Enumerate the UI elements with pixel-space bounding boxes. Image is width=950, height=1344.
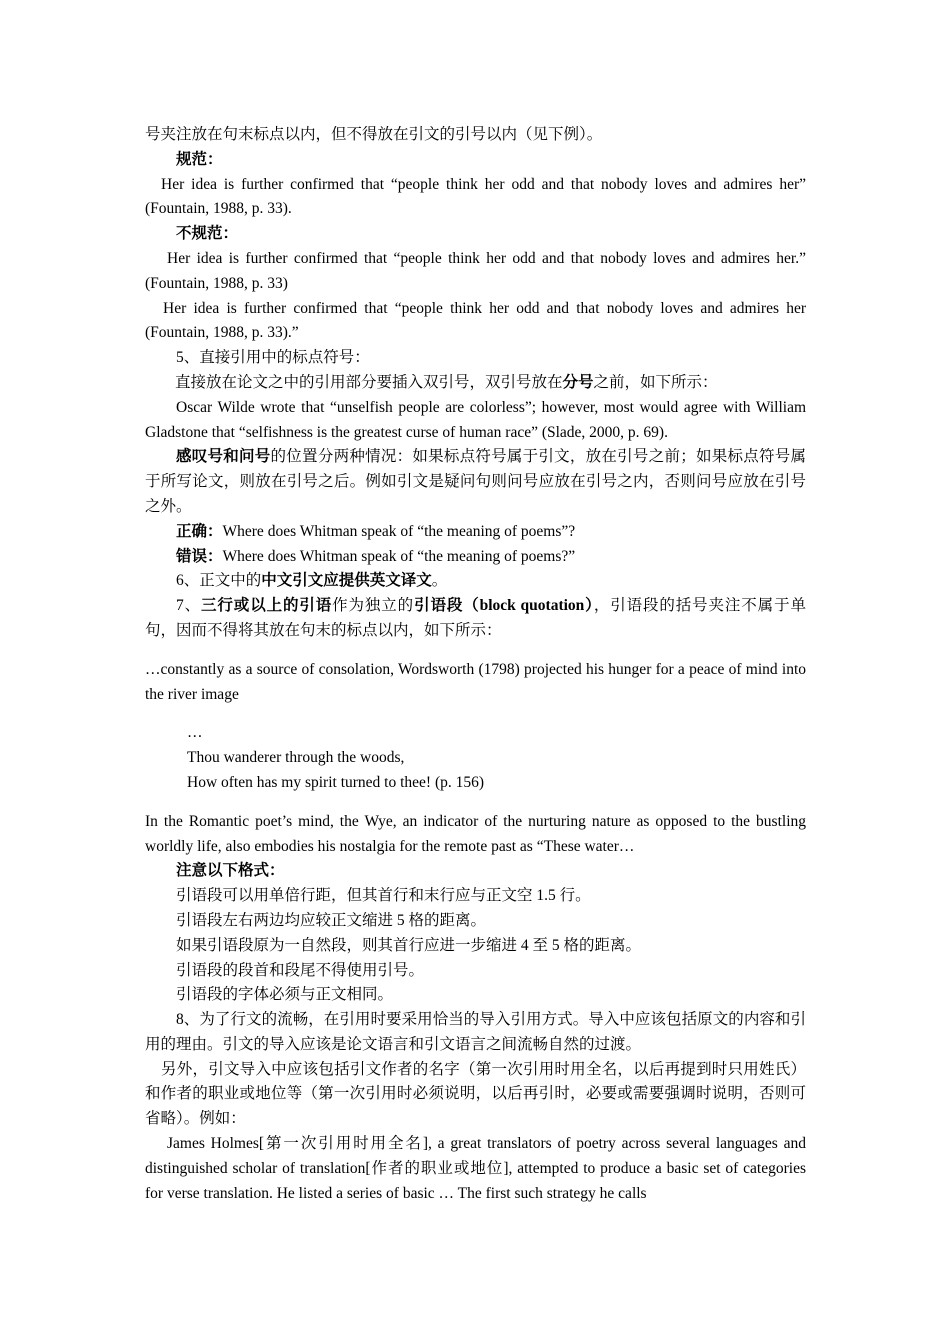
- verse-line-3: How often has my spirit turned to thee! (p. 156): [187, 773, 485, 791]
- section-5-text-b: 之前，如下所示：: [593, 373, 718, 391]
- section-7: [145, 594, 806, 644]
- correct-text: Where does Whitman speak of “the meaning of poems”?: [222, 522, 576, 540]
- example-non-normative-2: Her idea is further confirmed that “people think her odd and that nobody loves and admires her (Fountain, 1988, p. 33).”: [145, 299, 806, 342]
- example-normative: Her idea is further confirmed that “people think her odd and that nobody loves and admires her” (Fountain, 1988, p. 33).: [145, 175, 806, 218]
- section-6: [145, 569, 806, 594]
- note-item: 引语段可以用单倍行距，但其首行和末行应与正文空 1.5 行。: [176, 887, 591, 905]
- exclamation-question-bold: 感叹号和问号: [176, 448, 271, 466]
- note-item: 引语段的字体必须与正文相同。: [176, 986, 394, 1004]
- note-item: 引语段左右两边均应较正文缩进 5 格的距离。: [176, 911, 487, 929]
- section-5-title: 5、直接引用中的标点符号：: [176, 349, 370, 367]
- section-6-a: 6、正文中的: [176, 572, 262, 590]
- section-5-example: Oscar Wilde wrote that “unselfish people are colorless”; however, most would agree with William Gladstone that “selfishness is the greatest curse of human race” (Slade, 2000, p. 69).: [145, 398, 806, 441]
- correct-label: 正确：: [176, 522, 223, 540]
- exclamation-question-text: 的位置分两种情况：如果标点符号属于引文，放在引号之前；如果标点符号属于所写论文，则放在引号之后。例如引文是疑问句则问号应放在引号之内，否则问号应放在引号之外。: [145, 448, 806, 515]
- section-7-bold-1: 三行或以上的引语: [201, 597, 333, 615]
- block-quote-after: In the Romantic poet’s mind, the Wye, an indicator of the nurturing nature as opposed to the bustling worldly life, also embodies his nostalgia for the remote past as “These water…: [145, 812, 806, 855]
- section-6-bold: 中文引文应提供英文译文: [261, 572, 432, 590]
- verse-line-1: …: [187, 724, 203, 742]
- section-7-bold-2: 引语段（block quotation）: [414, 597, 594, 615]
- section-7-number: 7、: [176, 597, 202, 615]
- verse-line-2: Thou wanderer through the woods,: [187, 749, 405, 767]
- correct-example: [145, 520, 806, 545]
- heading-normative: 规范：: [176, 150, 223, 168]
- document-body: [145, 123, 806, 1206]
- section-8-continued: 另外，引文导入中应该包括引文作者的名字（第一次引用时用全名，以后再提到时只用姓氏）和作者的职业或地位等（第一次引用时必须说明，以后再引时，必要或需要强调时说明，否则可省略）。例如：: [145, 1060, 806, 1128]
- note-item: 引语段的段首和段尾不得使用引号。: [176, 961, 425, 979]
- block-quote-verse: [145, 721, 806, 795]
- wrong-example: [145, 545, 806, 570]
- note-item: 如果引语段原为一自然段，则其首行应进一步缩进 4 至 5 格的距离。: [176, 936, 642, 954]
- section-5-text: [145, 371, 806, 396]
- section-5-text-a: 直接放在论文之中的引用部分要插入双引号，双引号放在: [175, 373, 563, 391]
- section-8: 8、为了行文的流畅，在引用时要采用恰当的导入引用方式。导入中应该包括原文的内容和引用的理由。引文的导入应该是论文语言和引文语言之间流畅自然的过渡。: [145, 1011, 806, 1053]
- example-non-normative-1: Her idea is further confirmed that “people think her odd and that nobody loves and admires her.” (Fountain, 1988, p. 33): [145, 249, 806, 292]
- wrong-text: Where does Whitman speak of “the meaning of poems?”: [222, 547, 576, 565]
- heading-non-normative: 不规范：: [176, 225, 239, 243]
- section-5-text-bold: 分号: [562, 373, 594, 391]
- paragraph-continuation: 号夹注放在句末标点以内，但不得放在引文的引号以内（见下例）。: [145, 126, 603, 143]
- note-title: 注意以下格式：: [176, 862, 285, 880]
- section-7-b: ，引语段的括号夹注不属于单句，因而不得将其放在句末的标点以内，如下所示：: [145, 597, 806, 639]
- wrong-label: 错误：: [176, 547, 223, 565]
- section-7-a: 作为独立的: [332, 597, 415, 615]
- final-example: James Holmes[第一次引用时用全名], a great translators of poetry across several languages and distinguished scholar of translation[作者的职业或地位], attempted to produce a basic set of categories for verse translation. He listed a series of basic … The first such strategy he calls: [145, 1135, 806, 1202]
- exclamation-question-paragraph: [145, 445, 806, 519]
- section-6-b: 。: [431, 572, 448, 590]
- block-quote-intro: …constantly as a source of consolation, Wordsworth (1798) projected his hunger for a peace of mind into the river image: [145, 660, 806, 703]
